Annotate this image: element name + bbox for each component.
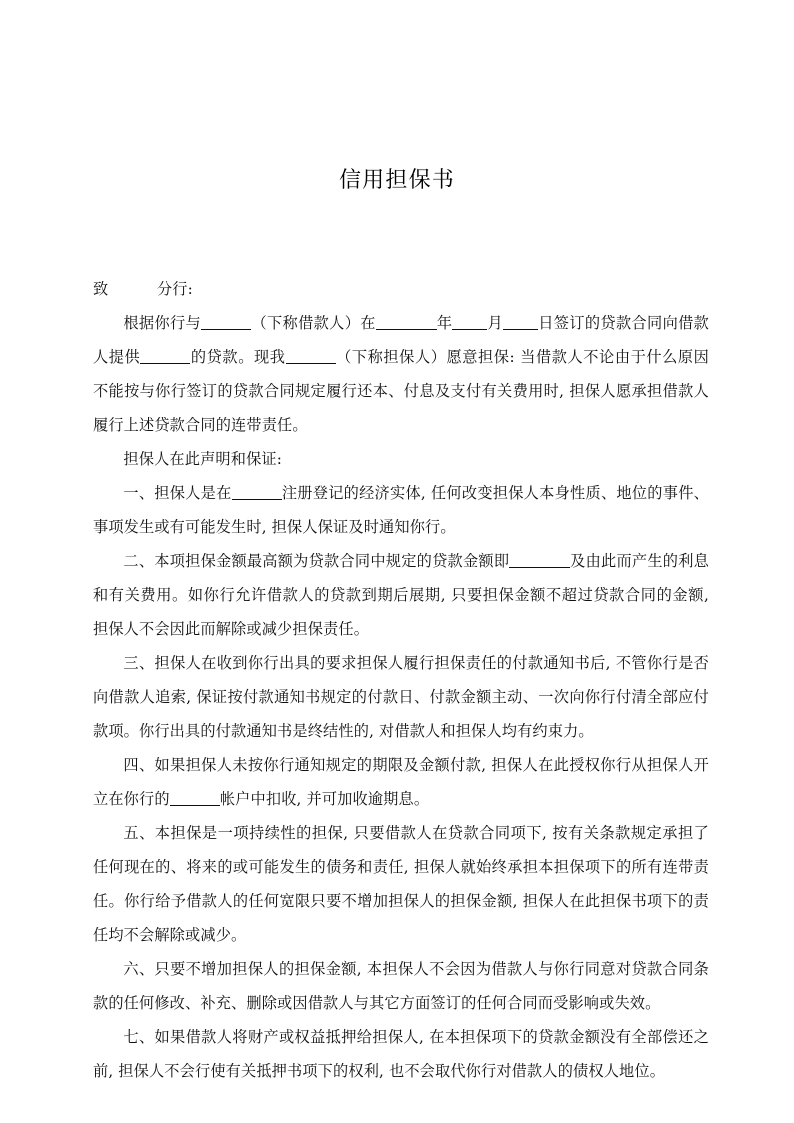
paragraph-text: 四、如果担保人未按你行通知规定的期限及金额付款, 担保人在此授权你行从担保人开立在你行的 xyxy=(93,756,709,808)
paragraph-text: 一、担保人是在 xyxy=(123,484,232,502)
paragraph-text: 帐户中扣收, 并可加收逾期息。 xyxy=(219,790,430,808)
paragraph-text: 注册登记的经济实体, 任何改变担保人本身性质、地位的事件、事项发生或有可能发生时, 担保人保证及时通知你行。 xyxy=(93,484,709,536)
paragraph-text: 的贷款。现我 xyxy=(190,348,286,366)
paragraph-text: 担保人在此声明和保证: xyxy=(123,450,283,468)
salutation-suffix: 分行: xyxy=(156,280,193,298)
fill-in-blank[interactable] xyxy=(509,553,570,568)
paragraph-item-one xyxy=(93,476,709,544)
fill-in-blank[interactable] xyxy=(503,315,538,330)
paragraph-item-seven xyxy=(93,1020,709,1088)
fill-in-blank[interactable] xyxy=(376,315,437,330)
paragraph-declaration xyxy=(93,442,709,476)
paragraph-text: （下称借款人）在 xyxy=(251,314,376,332)
paragraph-text: 七、如果借款人将财产或权益抵押给担保人, 在本担保项下的贷款金额没有全部偿还之前, 担保人不会行使有关抵押书项下的权利, 也不会取代你行对借款人的债权人地位。 xyxy=(93,1028,709,1080)
fill-in-blank[interactable] xyxy=(286,349,336,364)
paragraph-item-three xyxy=(93,646,709,748)
fill-in-blank[interactable] xyxy=(452,315,487,330)
paragraph-text: 三、担保人在收到你行出具的要求担保人履行担保责任的付款通知书后, 不管你行是否向借款人追索, 保证按付款通知书规定的付款日、付款金额主动、一次向你行付清全部应付款项。你行出具的付款通知书是终结性的, 对借款人和担保人均有约束力。 xyxy=(93,654,709,740)
paragraph-text: 六、只要不增加担保人的担保金额, 本担保人不会因为借款人与你行同意对贷款合同条款的任何修改、补充、删除或因借款人与其它方面签订的任何合同而受影响或失效。 xyxy=(93,960,709,1012)
paragraph-intro xyxy=(93,306,709,442)
salutation-line xyxy=(93,272,709,306)
fill-in-blank[interactable] xyxy=(201,315,251,330)
paragraph-text: 年 xyxy=(436,314,453,332)
paragraph-list xyxy=(93,306,709,1088)
salutation-prefix: 致 xyxy=(93,280,109,298)
paragraph-text: 二、本项担保金额最高额为贷款合同中规定的贷款金额即 xyxy=(123,552,510,570)
fill-in-blank[interactable] xyxy=(232,485,282,500)
paragraph-item-five xyxy=(93,816,709,952)
paragraph-item-six xyxy=(93,952,709,1020)
document-body xyxy=(93,272,709,1088)
paragraph-text: （下称担保人）愿意担保: 当借款人不论由于什么原因不能按与你行签订的贷款合同规定履行还本、付息及支付有关费用时, 担保人愿承担借款人履行上述贷款合同的连带责任。 xyxy=(93,348,710,434)
paragraph-text: 日签订的贷款合同向借款人提供 xyxy=(93,314,710,366)
page-title: 信用担保书 xyxy=(338,168,455,193)
fill-in-blank[interactable] xyxy=(170,791,220,806)
paragraph-text: 根据你行与 xyxy=(123,314,202,332)
paragraph-text: 及由此而产生的利息和有关费用。如你行允许借款人的贷款到期后展期, 只要担保金额不超过贷款合同的金额, 担保人不会因此而解除或减少担保责任。 xyxy=(93,552,709,638)
paragraph-text: 月 xyxy=(487,314,504,332)
paragraph-item-four xyxy=(93,748,709,816)
paragraph-item-two xyxy=(93,544,709,646)
fill-in-blank[interactable] xyxy=(140,349,190,364)
paragraph-text: 五、本担保是一项持续性的担保, 只要借款人在贷款合同项下, 按有关条款规定承担了任何现在的、将来的或可能发生的债务和责任, 担保人就始终承担本担保项下的所有连带责任。你行给予借款人的任何宽限只要不增加担保人的担保金额, 担保人在此担保书项下的责任均不会解除或减少。 xyxy=(93,824,709,944)
